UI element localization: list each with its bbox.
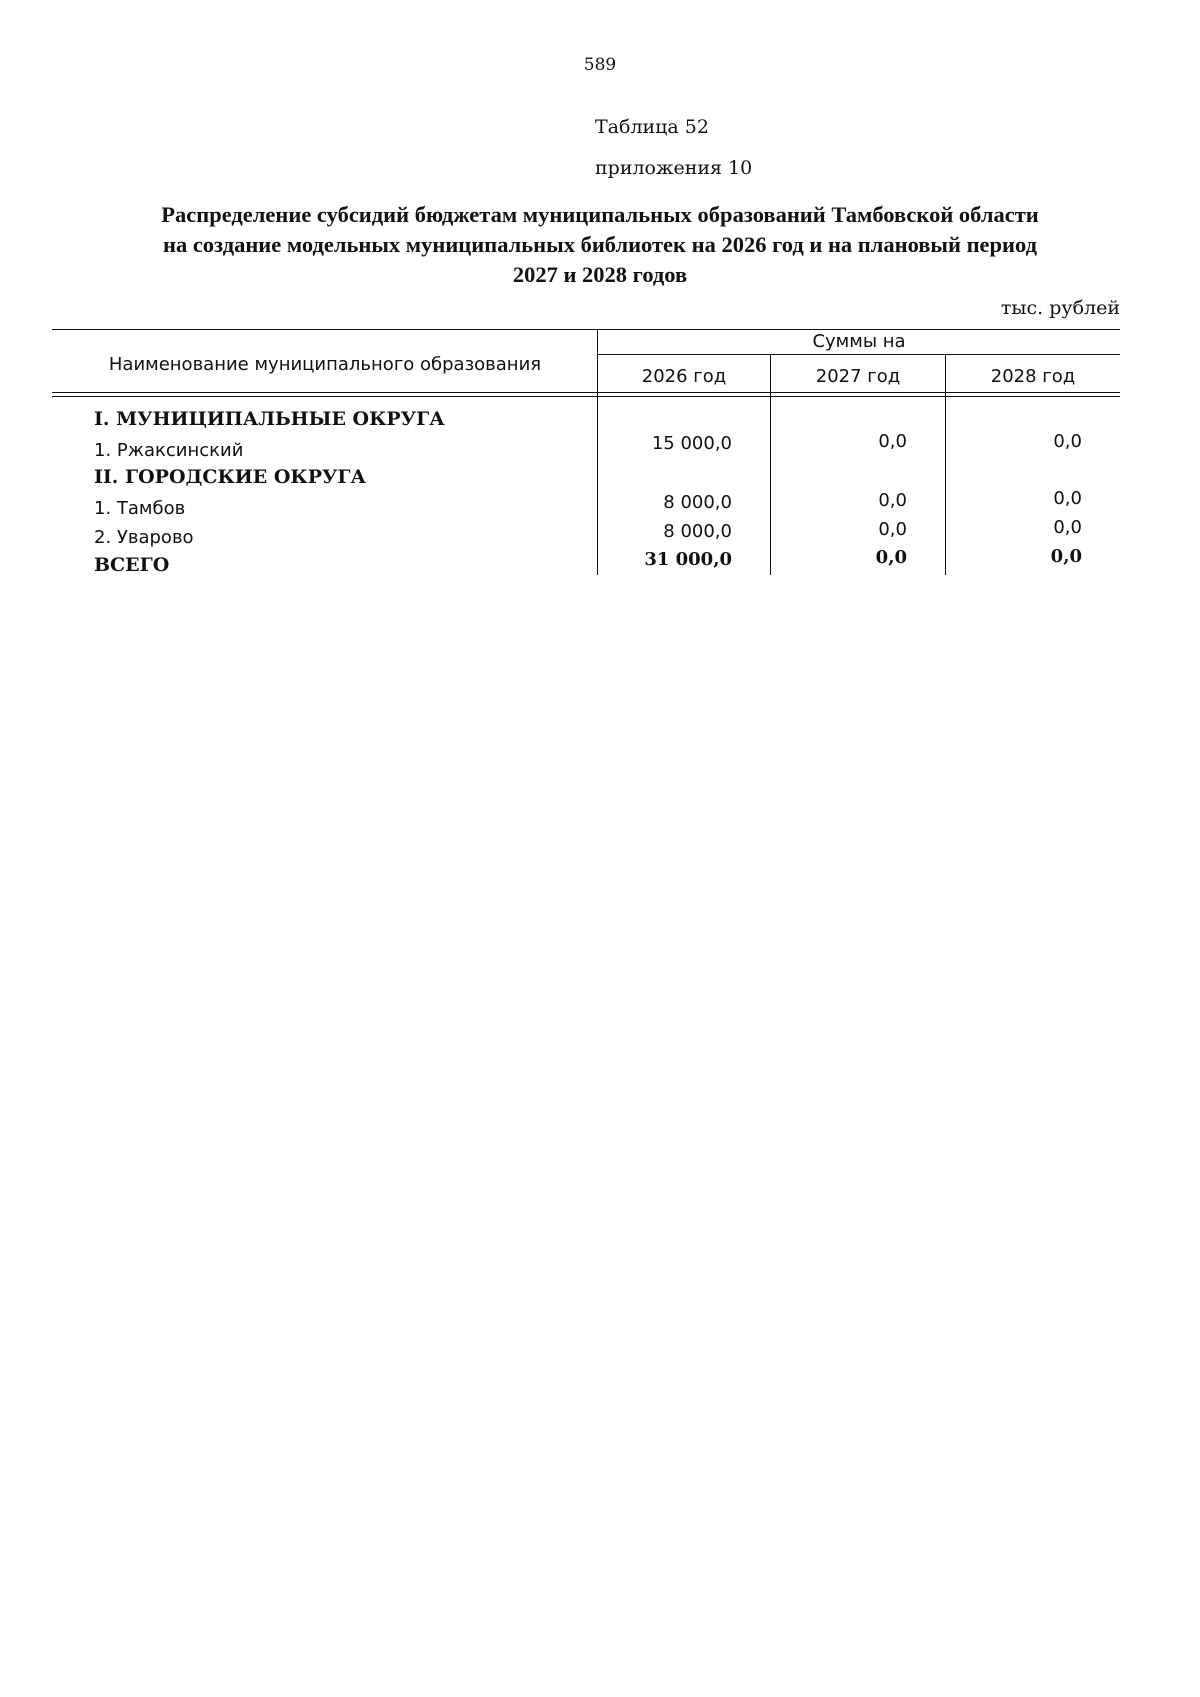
total-cell-2026: 31 000,0 [644,549,732,570]
header-name-column: Наименование муниципального образования [108,354,542,375]
total-cell-2027: 0,0 [875,547,907,568]
title-line: Распределение субсидий бюджетам муниципальных образований Тамбовской области [161,202,1039,227]
appendix-label: приложения 10 [595,157,753,179]
column-divider-2026 [770,354,771,575]
header-bottom-border [52,392,1120,393]
title-line: на создание модельных муниципальных библиотек на 2026 год и на плановый период [162,232,1038,257]
sums-subheader-border [598,354,1120,355]
page-number: 589 [583,55,617,75]
column-divider-2027 [945,354,946,575]
table-row-name: 2. Уварово [94,527,194,548]
header-sums-group: Суммы на [812,331,906,352]
table-cell-2028: 0,0 [1053,517,1082,538]
header-year-2026: 2026 год [641,366,727,387]
total-cell-2028: 0,0 [1050,546,1082,567]
table-number-label: Таблица 52 [595,116,709,138]
table-cell-2028: 0,0 [1053,488,1082,509]
document-title [60,200,1140,290]
table-row-name: 1. Ржаксинский [94,440,244,461]
section-heading: II. ГОРОДСКИЕ ОКРУГА [94,466,366,488]
table-cell-2027: 0,0 [878,431,907,452]
units-label: тыс. рублей [1000,297,1120,319]
table-cell-2027: 0,0 [878,519,907,540]
table-cell-2027: 0,0 [878,490,907,511]
section-heading: I. МУНИЦИПАЛЬНЫЕ ОКРУГА [94,408,445,430]
table-cell-2026: 8 000,0 [663,521,732,542]
table-top-border [52,329,1120,330]
table-cell-2026: 8 000,0 [663,492,732,513]
header-year-2027: 2027 год [815,366,901,387]
header-second-border [52,396,1120,397]
total-row-name: ВСЕГО [94,554,170,576]
table-row-name: 1. Тамбов [94,498,186,519]
table-cell-2026: 15 000,0 [651,433,732,454]
table-cell-2028: 0,0 [1053,431,1082,452]
header-year-2028: 2028 год [990,366,1076,387]
title-line: 2027 и 2028 годов [512,262,688,287]
